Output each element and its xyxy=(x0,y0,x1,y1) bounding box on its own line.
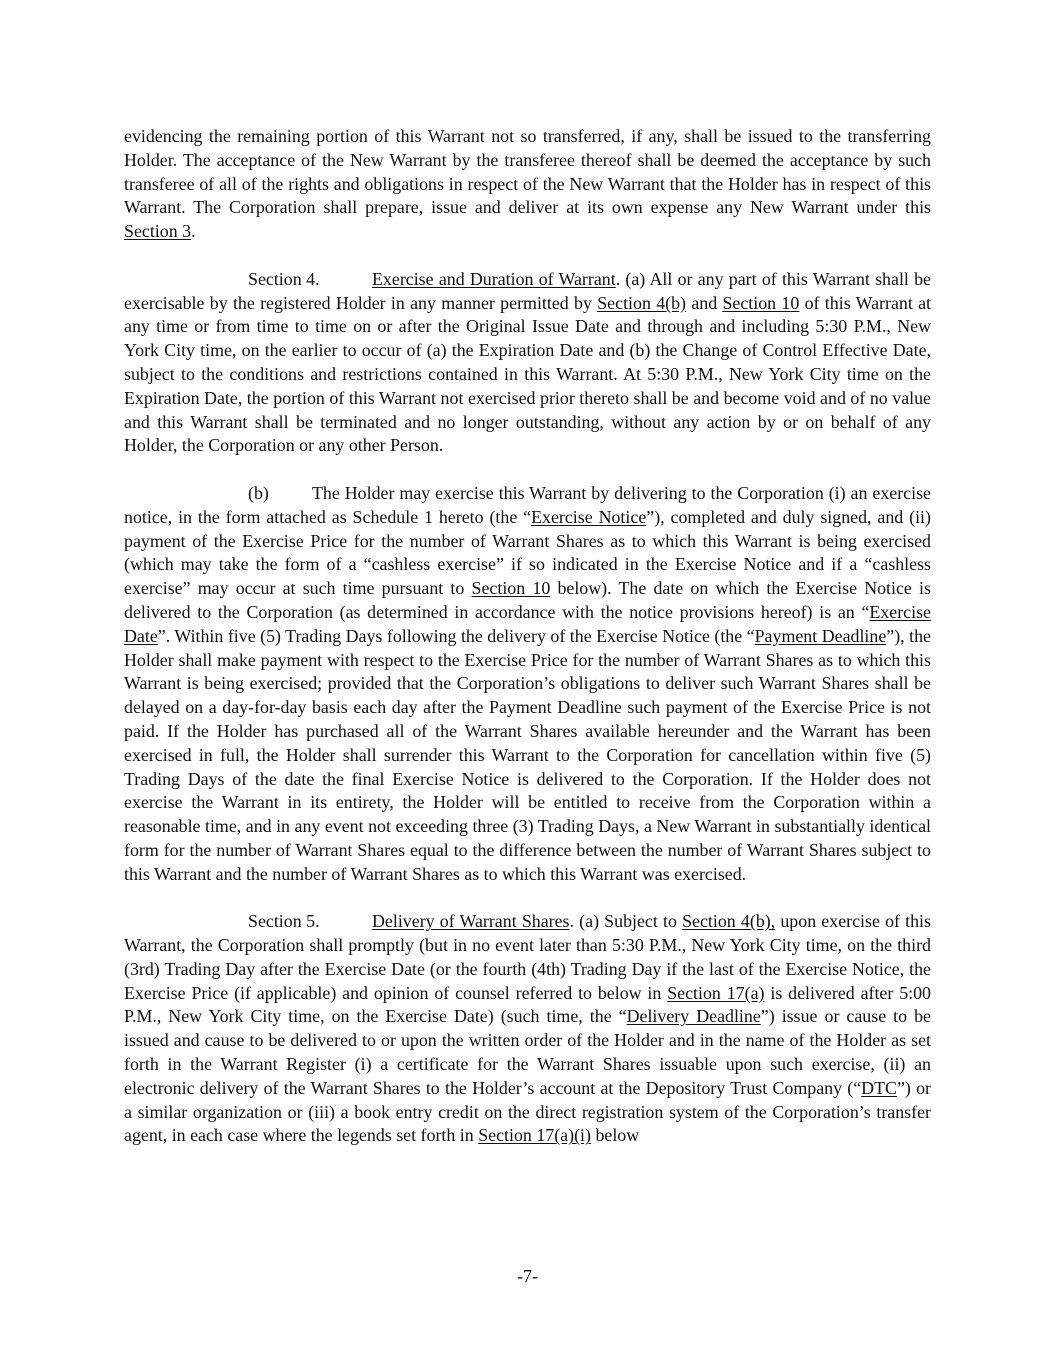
paragraph-section-4b: (b) The Holder may exercise this Warrant by delivering to the Corporation (i) an exercise notice, in the form attached as Schedule 1 hereto (the “Exercise Notice”), completed and duly signed, and (ii) payment of the Exercise Price for the number of Warrant Shares as to which this Warrant is being exercised (which may take the form of a “cashless exercise” if so indicated in the Exercise Notice and if a “cashless exercise” may occur at such time pursuant to Section 10 below). The date on which the Exercise Notice is delivered to the Corporation (as determined in accordance with the notice provisions hereof) is an “Exercise Date”. Within five (5) Trading Days following the delivery of the Exercise Notice (the “Payment Deadline”), the Holder shall make payment with respect to the Exercise Price for the number of Warrant Shares as to which this Warrant is being exercised; provided that the Corporation’s obligations to deliver such Warrant Shares shall be delayed on a day-for-day basis each day after the Payment Deadline such payment of the Exercise Price is not paid. If the Holder has purchased all of the Warrant Shares available hereunder and the Warrant has been exercised in full, the Holder shall surrender this Warrant to the Corporation for cancellation within five (5) Trading Days of the date the final Exercise Notice is delivered to the Corporation. If the Holder does not exercise the Warrant in its entirety, the Holder will be entitled to receive from the Corporation within a reasonable time, and in any event not exceeding three (3) Trading Days, a New Warrant in substantially identical form for the number of Warrant Shares equal to the difference between the number of Warrant Shares subject to this Warrant and the number of Warrant Shares as to which this Warrant was exercised. xyxy=(124,482,931,884)
defined-term-payment-deadline: Payment Deadline xyxy=(754,625,887,646)
section-5-label: Section 5. xyxy=(248,911,320,932)
defined-term-delivery-deadline: Delivery Deadline xyxy=(626,1006,761,1027)
section-5-heading: Delivery of Warrant Shares xyxy=(372,911,570,932)
cross-reference-section-4b: Section 4(b), xyxy=(682,911,776,932)
cross-reference-section-3: Section 3 xyxy=(124,221,192,242)
defined-term-exercise-notice: Exercise Notice xyxy=(531,506,647,527)
defined-term-dtc: DTC xyxy=(861,1077,897,1098)
defined-term-exercise-date: Exercise Date xyxy=(124,601,931,646)
cross-reference-section-17ai: Section 17(a)(i) xyxy=(478,1125,591,1146)
section-4-label: Section 4. xyxy=(248,268,320,289)
page-number: -7- xyxy=(517,1266,538,1286)
document-page xyxy=(124,125,931,1172)
paragraph-section-5: Section 5. Delivery of Warrant Shares. (a) Subject to Section 4(b), upon exercise of this Warrant, the Corporation shall promptly (but in no event later than 5:30 P.M., New York City time, on the third (3rd) Trading Day after the Exercise Date (or the fourth (4th) Trading Day if the last of the Exercise Notice, the Exercise Price (if applicable) and opinion of counsel referred to below in Section 17(a) is delivered after 5:00 P.M., New York City time, on the Exercise Date) (such time, the “Delivery Deadline”) issue or cause to be issued and cause to be delivered to or upon the written order of the Holder and in the name of the Holder as set forth in the Warrant Register (i) a certificate for the Warrant Shares issuable upon such exercise, (ii) an electronic delivery of the Warrant Shares to the Holder’s account at the Depository Trust Company (“DTC”) or a similar organization or (iii) a book entry credit on the direct registration system of the Corporation’s transfer agent, in each case where the legends set forth in Section 17(a)(i) below xyxy=(124,911,931,1146)
cross-reference-section-10: Section 10 xyxy=(722,292,800,313)
paragraph-transfer-continued: evidencing the remaining portion of this Warrant not so transferred, if any, shall be issued to the transferring Holder. The acceptance of the New Warrant by the transferee thereof shall be deemed the acceptance by such transferee of all of the rights and obligations in respect of the New Warrant that the Holder has in respect of this Warrant. The Corporation shall prepare, issue and deliver at its own expense any New Warrant under this Section 3. xyxy=(124,126,931,242)
cross-reference-section-17a: Section 17(a) xyxy=(667,982,765,1003)
subsection-b-label: (b) xyxy=(248,482,269,503)
cross-reference-section-10: Section 10 xyxy=(471,578,551,599)
paragraph-section-4: Section 4. Exercise and Duration of Warrant. (a) All or any part of this Warrant shall be exercisable by the registered Holder in any manner permitted by Section 4(b) and Section 10 of this Warrant at any time or from time to time on or after the Original Issue Date and through and including 5:30 P.M., New York City time, on the earlier to occur of (a) the Expiration Date and (b) the Change of Control Effective Date, subject to the conditions and restrictions contained in this Warrant. At 5:30 P.M., New York City time on the Expiration Date, the portion of this Warrant not exercised prior thereto shall be and become void and of no value and this Warrant shall be terminated and no longer outstanding, without any action by or on behalf of any Holder, the Corporation or any other Person. xyxy=(124,268,932,456)
cross-reference-section-4b: Section 4(b) xyxy=(597,292,687,313)
section-4-heading: Exercise and Duration of Warrant xyxy=(372,268,616,289)
